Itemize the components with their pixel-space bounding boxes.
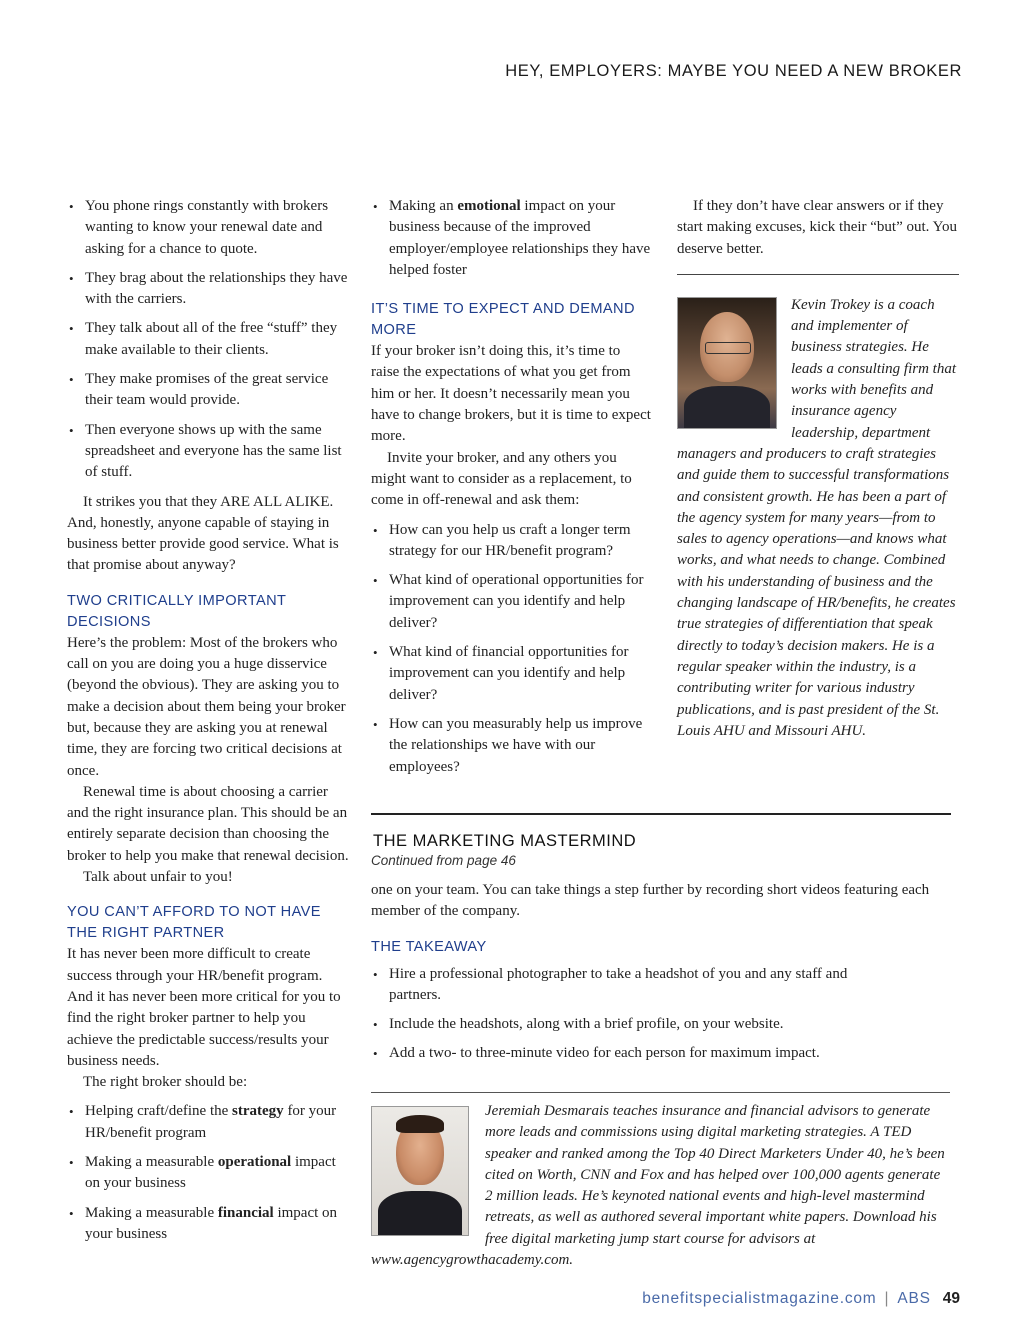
subheading-expect-more: IT’S TIME TO EXPECT AND DEMAND MORE <box>371 301 635 339</box>
footer-site: benefitspecialistmagazine.com <box>642 1290 877 1307</box>
list-item: • You phone rings constantly with brokers wanting to know your renewal date and asking for a chance to quote. <box>67 196 351 260</box>
bullet-list-continued <box>371 196 651 281</box>
subheading-right-partner: YOU CAN’T AFFORD TO NOT HAVE THE RIGHT PARTNER <box>67 904 321 942</box>
list-item: • Then everyone shows up with the same spreadsheet and everyone has the same list of stuff. <box>67 420 351 484</box>
list-item: • Include the headshots, along with a brief profile, on your website. <box>371 1014 871 1035</box>
column-2 <box>371 196 651 786</box>
paragraph: one on your team. You can take things a step further by recording short videos featuring each member of the company. <box>371 882 930 920</box>
list-item: • Helping craft/define the strategy for your HR/benefit program <box>67 1101 351 1144</box>
list-item: • Add a two- to three-minute video for each person for maximum impact. <box>371 1043 871 1064</box>
bullet-list-broker-behaviors <box>67 196 351 484</box>
list-item: • Hire a professional photographer to take a headshot of you and any staff and partners. <box>371 964 871 1007</box>
page-footer <box>642 1290 960 1308</box>
list-item: • What kind of financial opportunities for improvement can you identify and help deliver? <box>371 642 651 706</box>
paragraph: If they don’t have clear answers or if they start making excuses, kick their “but” out. You deserve better. <box>677 198 957 257</box>
paragraph: Here’s the problem: Most of the brokers who call on you are doing you a huge disservice (beyond the obvious). They are asking you to make a decision about them being your broker but, because they are asking you at renewal time, they are forcing two critical decisions at once. <box>67 634 346 779</box>
paragraph: Talk about unfair to you! <box>83 869 233 886</box>
page-number: 49 <box>942 1290 960 1307</box>
paragraph: It strikes you that they ARE ALL ALIKE. And, honestly, anyone capable of staying in business better provide good service. What is that promise about anyway? <box>67 493 339 574</box>
author-photo <box>371 1106 469 1236</box>
footer-separator: | <box>884 1290 890 1307</box>
subheading-takeaway: THE TAKEAWAY <box>371 938 487 955</box>
column-1 <box>67 196 351 1253</box>
bullet-list-right-broker <box>67 1101 351 1245</box>
list-item: • Making an emotional impact on your business because of the improved employer/employee relationships they have helped foster <box>371 196 651 281</box>
author-bio-jeremiah-desmarais: Jeremiah Desmarais teaches insurance and financial advisors to generate more leads and commissions using digital marketing strategies. A TED speaker and ranked among the Top 40 Direct Marketers Under 40, he’s been cited on Worth, CNN and Fox and has helped over 100,000 agents generate 2 million leads. He’s keynoted national events and high-level mastermind retreats, as well as authored several important white papers. Download his free digital marketing jump start course for advisors at www.agencygrowthacademy.com. <box>371 1103 945 1269</box>
bullet-list-takeaway <box>371 964 871 1065</box>
bullet-list-questions <box>371 520 651 778</box>
section-divider <box>371 813 951 815</box>
paragraph: Invite your broker, and any others you might want to consider as a replacement, to come in off-renewal and ask them: <box>371 449 632 509</box>
author-bio-kevin-trokey: Kevin Trokey is a coach and implementer of business strategies. He leads a consulting firm that works with benefits and insurance agency leadership, department managers and producers to craft strategies and guide them to successful transformations and consistent growth. He has been a part of the agency system for many years—from to sales to agency operations—and knows what works, and what needs to change. Combined with his understanding of business and the changing landscape of HR/benefits, he creates true strategies of differentiation that speak directly to today’s decision makers. He is a regular speaker within the industry, is a contributing writer for various industry publications, and is past president of the St. Louis AHU and Missouri AHU. <box>677 296 956 739</box>
divider <box>677 274 959 275</box>
footer-magazine: ABS <box>897 1290 931 1307</box>
subheading-decisions: TWO CRITICALLY IMPORTANT DECISIONS <box>67 592 287 630</box>
paragraph: Renewal time is about choosing a carrier and the right insurance plan. This should be an entirely separate decision than choosing the broker to help you make that renewal decision. <box>67 783 349 864</box>
paragraph: It has never been more difficult to create success through your HR/benefit program. And it has never been more critical for you to find the right broker partner to help you achieve the predictable success/results your business needs. <box>67 946 341 1069</box>
list-item: • Making a measurable operational impact on your business <box>67 1152 351 1195</box>
continued-note: Continued from page 46 <box>371 853 516 868</box>
list-item: • They talk about all of the free “stuff” they make available to their clients. <box>67 318 351 361</box>
section-title: THE MARKETING MASTERMIND <box>373 832 637 850</box>
list-item: • They brag about the relationships they have with the carriers. <box>67 268 351 311</box>
list-item: • They make promises of the great service their team would provide. <box>67 369 351 412</box>
author-photo <box>677 297 777 429</box>
paragraph: The right broker should be: <box>83 1074 248 1091</box>
list-item: • Making a measurable financial impact on your business <box>67 1203 351 1246</box>
list-item: • What kind of operational opportunities for improvement can you identify and help deliver? <box>371 570 651 634</box>
list-item: • How can you measurably help us improve the relationships we have with our employees? <box>371 714 651 778</box>
paragraph: If your broker isn’t doing this, it’s time to raise the expectations of what you get from him or her. It doesn’t necessarily mean you have to change brokers, but it is time to expect more. <box>371 343 651 445</box>
marketing-mastermind-section <box>371 830 961 1073</box>
column-3 <box>677 196 959 742</box>
running-header: HEY, EMPLOYERS: MAYBE YOU NEED A NEW BROKER <box>505 62 962 80</box>
list-item: • How can you help us craft a longer term strategy for our HR/benefit program? <box>371 520 651 563</box>
divider <box>371 1092 950 1093</box>
